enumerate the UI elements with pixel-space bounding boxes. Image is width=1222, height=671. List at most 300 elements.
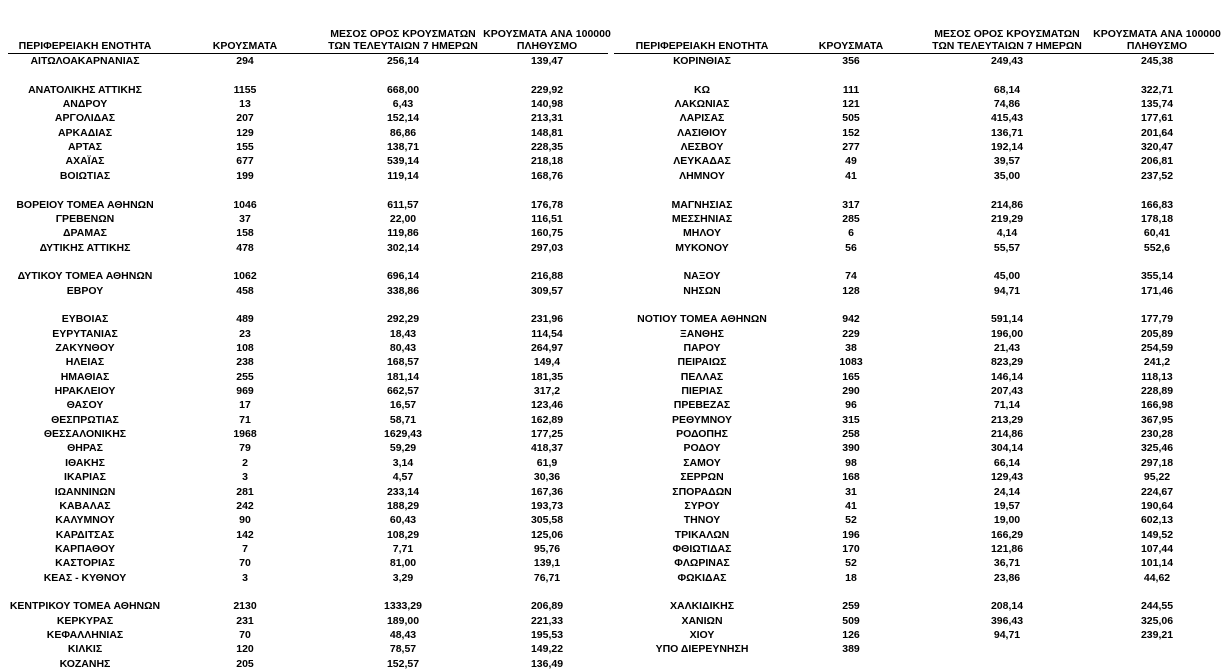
cell-cases: 3 bbox=[242, 471, 248, 484]
table-row bbox=[0, 126, 620, 140]
cell-avg7: 119,14 bbox=[387, 169, 419, 182]
cell-avg7: 207,43 bbox=[990, 385, 1024, 398]
table-row bbox=[612, 614, 1222, 628]
cell-per100k: 231,96 bbox=[530, 313, 564, 326]
header-avg7: ΜΕΣΟΣ ΟΡΟΣ ΚΡΟΥΣΜΑΤΩΝ ΤΩΝ ΤΕΛΕΥΤΑΙΩΝ 7 ΗΜΕΡΩΝ bbox=[932, 28, 1082, 52]
table-row bbox=[612, 470, 1222, 484]
cell-avg7: 396,43 bbox=[990, 614, 1024, 627]
cell-avg7: 146,14 bbox=[990, 370, 1024, 383]
table-row bbox=[612, 212, 1222, 226]
table-row bbox=[612, 140, 1222, 154]
cell-region: ΚΑΡΠΑΘΟΥ bbox=[54, 542, 116, 555]
cell-per100k: 241,2 bbox=[1143, 356, 1171, 369]
cell-cases: 509 bbox=[842, 614, 860, 627]
cell-cases: 242 bbox=[236, 499, 254, 512]
cell-cases: 489 bbox=[236, 313, 254, 326]
cell-avg7: 152,57 bbox=[386, 657, 420, 670]
cell-cases: 142 bbox=[236, 528, 254, 541]
cell-cases: 969 bbox=[236, 385, 254, 398]
table-row bbox=[0, 255, 620, 269]
cell-region: ΞΑΝΘΗΣ bbox=[680, 327, 724, 340]
cell-per100k: 139,47 bbox=[530, 55, 564, 67]
table-row bbox=[0, 212, 620, 226]
table-row bbox=[0, 140, 620, 154]
table-row bbox=[612, 83, 1222, 97]
cell-avg7: 36,71 bbox=[993, 557, 1021, 570]
cell-region: ΙΩΑΝΝΙΝΩΝ bbox=[54, 485, 116, 498]
cell-cases: 108 bbox=[236, 342, 254, 354]
table-row bbox=[0, 198, 620, 212]
cell-cases: 41 bbox=[845, 499, 857, 512]
cell-cases: 207 bbox=[236, 112, 254, 125]
cell-cases: 196 bbox=[842, 528, 860, 541]
header-cases: ΚΡΟΥΣΜΑΤΑ bbox=[212, 40, 278, 52]
header-cases: ΚΡΟΥΣΜΑΤΑ bbox=[818, 40, 884, 52]
table-row bbox=[0, 413, 620, 427]
cell-per100k: 216,88 bbox=[530, 270, 564, 283]
cell-cases: 229 bbox=[842, 327, 860, 340]
table-row bbox=[0, 183, 620, 197]
cell-cases: 74 bbox=[845, 270, 857, 283]
cell-per100k: 149,52 bbox=[1140, 528, 1174, 541]
table-row bbox=[612, 355, 1222, 369]
cell-avg7: 304,14 bbox=[990, 442, 1024, 455]
cell-per100k: 221,33 bbox=[530, 614, 564, 627]
table-row bbox=[0, 585, 620, 599]
cell-cases: 120 bbox=[236, 643, 254, 656]
header-region: ΠΕΡΙΦΕΡΕΙΑΚΗ ΕΝΟΤΗΤΑ bbox=[18, 40, 152, 52]
cell-region: ΚΟΖΑΝΗΣ bbox=[59, 657, 111, 670]
cell-per100k: 140,98 bbox=[530, 98, 564, 111]
cell-avg7: 168,57 bbox=[386, 356, 420, 369]
table-row bbox=[0, 370, 620, 384]
cell-region: ΥΠΟ ΔΙΕΡΕΥΝΗΣΗ bbox=[655, 643, 749, 656]
cell-per100k: 602,13 bbox=[1140, 514, 1174, 527]
cell-region: ΦΛΩΡΙΝΑΣ bbox=[674, 557, 730, 570]
table-row bbox=[612, 528, 1222, 542]
cell-avg7: 611,57 bbox=[387, 198, 419, 211]
cell-cases: 942 bbox=[842, 313, 860, 326]
cell-per100k: 162,89 bbox=[530, 413, 564, 426]
cell-cases: 168 bbox=[842, 471, 860, 484]
cell-avg7: 94,71 bbox=[993, 629, 1021, 641]
cell-avg7: 189,00 bbox=[386, 614, 420, 627]
cell-cases: 13 bbox=[239, 98, 251, 111]
table-row bbox=[0, 542, 620, 556]
cell-per100k: 149,22 bbox=[530, 643, 564, 656]
table-row bbox=[612, 284, 1222, 298]
cell-cases: 1083 bbox=[839, 356, 863, 369]
cell-avg7: 108,29 bbox=[386, 528, 420, 541]
cell-cases: 390 bbox=[842, 442, 860, 455]
cell-cases: 155 bbox=[236, 141, 254, 154]
cell-region: ΚΑΡΔΙΤΣΑΣ bbox=[55, 528, 115, 541]
cell-region: ΛΗΜΝΟΥ bbox=[679, 169, 725, 182]
cell-avg7: 213,29 bbox=[990, 413, 1024, 426]
cell-cases: 70 bbox=[239, 557, 251, 570]
cell-region: ΠΕΛΛΑΣ bbox=[680, 370, 724, 383]
table-row bbox=[0, 169, 620, 183]
cell-region: ΒΟΙΩΤΙΑΣ bbox=[59, 169, 111, 182]
cell-region: ΜΑΓΝΗΣΙΑΣ bbox=[671, 198, 733, 211]
cell-avg7: 94,71 bbox=[993, 284, 1021, 297]
cell-per100k: 176,78 bbox=[530, 198, 564, 211]
cell-avg7: 214,86 bbox=[990, 198, 1024, 211]
cell-per100k: 264,97 bbox=[530, 342, 564, 354]
table-row bbox=[612, 341, 1222, 355]
cell-cases: 56 bbox=[845, 241, 857, 254]
table-row bbox=[0, 556, 620, 570]
table-row bbox=[0, 571, 620, 585]
cell-region: ΚΕΝΤΡΙΚΟΥ ΤΟΜΕΑ ΑΘΗΝΩΝ bbox=[9, 600, 161, 613]
cell-cases: 41 bbox=[845, 169, 857, 182]
table-row bbox=[612, 183, 1222, 197]
cell-per100k: 114,54 bbox=[531, 327, 563, 340]
cell-per100k: 552,6 bbox=[1143, 241, 1171, 254]
cell-region: ΡΕΘΥΜΝΟΥ bbox=[671, 413, 733, 426]
cell-cases: 458 bbox=[236, 284, 254, 297]
cell-region: ΑΡΓΟΛΙΔΑΣ bbox=[54, 112, 116, 125]
cell-per100k: 224,67 bbox=[1140, 485, 1174, 498]
cell-cases: 258 bbox=[842, 428, 860, 441]
table-row bbox=[612, 226, 1222, 240]
cell-region: ΙΚΑΡΙΑΣ bbox=[64, 471, 106, 484]
cell-avg7: 219,29 bbox=[990, 212, 1024, 225]
cell-per100k: 135,74 bbox=[1140, 98, 1174, 111]
cell-region: ΡΟΔΟΠΗΣ bbox=[676, 428, 728, 441]
cell-per100k: 116,51 bbox=[531, 212, 563, 225]
cell-cases: 677 bbox=[236, 155, 254, 168]
table-row bbox=[612, 571, 1222, 585]
cell-per100k: 305,58 bbox=[530, 514, 564, 527]
cell-per100k: 228,35 bbox=[530, 141, 564, 154]
cell-region: ΠΙΕΡΙΑΣ bbox=[681, 385, 723, 398]
cell-per100k: 139,1 bbox=[533, 557, 561, 570]
cell-per100k: 149,4 bbox=[533, 356, 561, 369]
cell-avg7: 166,29 bbox=[990, 528, 1024, 541]
cell-per100k: 239,21 bbox=[1140, 629, 1174, 641]
cell-avg7: 138,71 bbox=[386, 141, 420, 154]
table-row bbox=[612, 499, 1222, 513]
table-row bbox=[0, 284, 620, 298]
cell-avg7: 302,14 bbox=[386, 241, 420, 254]
cell-per100k: 44,62 bbox=[1143, 571, 1171, 584]
cell-cases: 277 bbox=[842, 141, 860, 154]
cell-cases: 199 bbox=[236, 169, 254, 182]
cell-region: ΘΑΣΟΥ bbox=[66, 399, 104, 412]
cell-region: ΑΝΔΡΟΥ bbox=[62, 98, 108, 111]
cell-region: ΛΕΣΒΟΥ bbox=[680, 141, 724, 154]
cell-cases: 1062 bbox=[233, 270, 257, 283]
cell-avg7: 16,57 bbox=[389, 399, 417, 412]
cell-avg7: 74,86 bbox=[993, 98, 1021, 111]
cell-avg7: 3,29 bbox=[392, 571, 414, 584]
cell-per100k: 166,98 bbox=[1140, 399, 1174, 412]
table-row bbox=[0, 54, 620, 68]
cell-per100k: 317,2 bbox=[533, 385, 561, 398]
cell-region: ΜΕΣΣΗΝΙΑΣ bbox=[671, 212, 733, 225]
cell-per100k: 245,38 bbox=[1140, 55, 1174, 67]
cell-per100k: 195,53 bbox=[530, 629, 564, 641]
cell-region: ΑΧΑΪΑΣ bbox=[65, 155, 105, 168]
table-row bbox=[612, 327, 1222, 341]
cell-per100k: 229,92 bbox=[530, 83, 564, 96]
cell-avg7: 4,14 bbox=[996, 227, 1018, 240]
cell-cases: 90 bbox=[239, 514, 251, 527]
cell-per100k: 166,83 bbox=[1140, 198, 1174, 211]
table-row bbox=[0, 485, 620, 499]
table-row bbox=[0, 83, 620, 97]
cell-region: ΚΑΛΥΜΝΟΥ bbox=[55, 514, 115, 527]
cell-cases: 478 bbox=[236, 241, 254, 254]
cell-per100k: 101,14 bbox=[1140, 557, 1174, 570]
cell-per100k: 244,55 bbox=[1140, 600, 1174, 613]
table-row bbox=[612, 628, 1222, 642]
table-row bbox=[612, 198, 1222, 212]
table-row bbox=[0, 312, 620, 326]
cell-per100k: 367,95 bbox=[1140, 413, 1174, 426]
cell-region: ΝΟΤΙΟΥ ΤΟΜΕΑ ΑΘΗΝΩΝ bbox=[637, 313, 767, 326]
cell-per100k: 177,61 bbox=[1140, 112, 1174, 125]
table-row bbox=[612, 370, 1222, 384]
cell-per100k: 206,89 bbox=[530, 600, 564, 613]
cell-cases: 238 bbox=[236, 356, 254, 369]
cell-avg7: 7,71 bbox=[392, 542, 414, 555]
cell-cases: 129 bbox=[236, 126, 254, 139]
cell-avg7: 80,43 bbox=[389, 342, 417, 354]
cell-cases: 3 bbox=[242, 571, 248, 584]
header-region: ΠΕΡΙΦΕΡΕΙΑΚΗ ΕΝΟΤΗΤΑ bbox=[635, 40, 769, 52]
table-row bbox=[0, 599, 620, 613]
cell-cases: 356 bbox=[842, 55, 860, 67]
cell-cases: 165 bbox=[842, 370, 860, 383]
cell-cases: 37 bbox=[239, 212, 251, 225]
cell-cases: 70 bbox=[239, 629, 251, 641]
table-row bbox=[612, 542, 1222, 556]
table-row bbox=[612, 54, 1222, 68]
cell-avg7: 59,29 bbox=[389, 442, 417, 455]
cell-region: ΕΒΡΟΥ bbox=[66, 284, 104, 297]
table-row bbox=[612, 384, 1222, 398]
cell-per100k: 177,79 bbox=[1140, 313, 1174, 326]
cell-cases: 315 bbox=[842, 413, 860, 426]
cell-avg7: 121,86 bbox=[990, 542, 1024, 555]
table-row bbox=[0, 341, 620, 355]
cell-avg7: 48,43 bbox=[389, 629, 417, 641]
cell-region: ΚΙΛΚΙΣ bbox=[67, 643, 103, 656]
cell-region: ΔΥΤΙΚΗΣ ΑΤΤΙΚΗΣ bbox=[39, 241, 131, 254]
cell-cases: 152 bbox=[842, 126, 860, 139]
cell-cases: 2130 bbox=[233, 600, 257, 613]
cell-avg7: 18,43 bbox=[389, 327, 417, 340]
cell-region: ΝΑΞΟΥ bbox=[683, 270, 721, 283]
table-row bbox=[0, 441, 620, 455]
cell-cases: 18 bbox=[845, 571, 857, 584]
cell-cases: 290 bbox=[842, 385, 860, 398]
cell-avg7: 3,14 bbox=[392, 456, 414, 469]
cell-cases: 6 bbox=[848, 227, 854, 240]
cell-region: ΧΙΟΥ bbox=[689, 629, 715, 641]
cell-region: ΚΩ bbox=[693, 83, 710, 96]
cell-per100k: 193,73 bbox=[530, 499, 564, 512]
table-row bbox=[0, 528, 620, 542]
table-row bbox=[612, 255, 1222, 269]
cell-avg7: 249,43 bbox=[990, 55, 1024, 67]
cell-cases: 294 bbox=[236, 55, 254, 67]
cell-per100k: 30,36 bbox=[533, 471, 561, 484]
cell-per100k: 297,18 bbox=[1140, 456, 1174, 469]
cell-region: ΕΥΒΟΙΑΣ bbox=[61, 313, 109, 326]
table-row bbox=[0, 614, 620, 628]
header-per100k: ΚΡΟΥΣΜΑΤΑ ΑΝΑ 100000 ΠΛΗΘΥΣΜΟ bbox=[483, 28, 611, 52]
cell-avg7: 1333,29 bbox=[384, 600, 422, 613]
cell-per100k: 228,89 bbox=[1140, 385, 1174, 398]
cell-region: ΜΗΛΟΥ bbox=[683, 227, 721, 240]
table-row bbox=[0, 499, 620, 513]
cell-per100k: 95,22 bbox=[1143, 471, 1171, 484]
table-row bbox=[612, 154, 1222, 168]
cell-region: ΗΛΕΙΑΣ bbox=[65, 356, 105, 369]
cell-avg7: 71,14 bbox=[993, 399, 1021, 412]
cell-avg7: 58,71 bbox=[389, 413, 417, 426]
cell-avg7: 181,14 bbox=[386, 370, 420, 383]
cell-avg7: 338,86 bbox=[386, 284, 420, 297]
cell-region: ΓΡΕΒΕΝΩΝ bbox=[55, 212, 115, 225]
cell-per100k: 107,44 bbox=[1140, 542, 1174, 555]
cell-per100k: 160,75 bbox=[530, 227, 564, 240]
cell-region: ΑΙΤΩΛΟΑΚΑΡΝΑΝΙΑΣ bbox=[30, 55, 140, 67]
cell-region: ΑΡΤΑΣ bbox=[67, 141, 103, 154]
table-row bbox=[0, 97, 620, 111]
cell-avg7: 86,86 bbox=[389, 126, 417, 139]
cell-region: ΗΡΑΚΛΕΙΟΥ bbox=[54, 385, 116, 398]
cell-avg7: 129,43 bbox=[990, 471, 1024, 484]
cell-cases: 96 bbox=[845, 399, 857, 412]
table-row bbox=[612, 169, 1222, 183]
table-row bbox=[0, 327, 620, 341]
cell-region: ΧΑΛΚΙΔΙΚΗΣ bbox=[669, 600, 735, 613]
cell-region: ΠΡΕΒΕΖΑΣ bbox=[673, 399, 731, 412]
table-row bbox=[0, 657, 620, 671]
header-avg7: ΜΕΣΟΣ ΟΡΟΣ ΚΡΟΥΣΜΑΤΩΝ ΤΩΝ ΤΕΛΕΥΤΑΙΩΝ 7 ΗΜΕΡΩΝ bbox=[328, 28, 478, 52]
cell-cases: 255 bbox=[236, 370, 254, 383]
table-row bbox=[0, 398, 620, 412]
cell-region: ΛΕΥΚΑΔΑΣ bbox=[673, 155, 731, 168]
cell-per100k: 254,59 bbox=[1140, 342, 1174, 354]
cell-region: ΜΥΚΟΝΟΥ bbox=[675, 241, 729, 254]
cell-region: ΑΡΚΑΔΙΑΣ bbox=[57, 126, 113, 139]
cell-avg7: 21,43 bbox=[993, 342, 1021, 354]
table-row bbox=[612, 427, 1222, 441]
table-row bbox=[0, 470, 620, 484]
cell-region: ΠΑΡΟΥ bbox=[683, 342, 721, 354]
cell-region: ΛΑΡΙΣΑΣ bbox=[679, 112, 725, 125]
cell-per100k: 136,49 bbox=[530, 657, 564, 670]
table-row bbox=[612, 97, 1222, 111]
table-row bbox=[0, 111, 620, 125]
cell-region: ΛΑΚΩΝΙΑΣ bbox=[674, 98, 730, 111]
cell-cases: 98 bbox=[845, 456, 857, 469]
cell-region: ΘΕΣΠΡΩΤΙΑΣ bbox=[51, 413, 119, 426]
cell-region: ΡΟΔΟΥ bbox=[683, 442, 721, 455]
cell-per100k: 325,06 bbox=[1140, 614, 1174, 627]
table-row bbox=[612, 585, 1222, 599]
cell-per100k: 237,52 bbox=[1140, 169, 1174, 182]
cell-avg7: 823,29 bbox=[990, 356, 1024, 369]
cell-region: ΠΕΙΡΑΙΩΣ bbox=[677, 356, 727, 369]
cell-per100k: 95,76 bbox=[533, 542, 561, 555]
cell-region: ΣΥΡΟΥ bbox=[684, 499, 720, 512]
cell-avg7: 1629,43 bbox=[384, 428, 422, 441]
cell-cases: 111 bbox=[842, 83, 860, 96]
cell-region: ΧΑΝΙΩΝ bbox=[681, 614, 723, 627]
cell-per100k: 213,31 bbox=[530, 112, 564, 125]
cell-per100k: 60,41 bbox=[1143, 227, 1171, 240]
cell-region: ΚΕΑΣ - ΚΥΘΝΟΥ bbox=[43, 571, 127, 584]
cell-avg7: 19,57 bbox=[993, 499, 1021, 512]
cell-region: ΔΡΑΜΑΣ bbox=[63, 227, 107, 240]
cell-cases: 79 bbox=[239, 442, 251, 455]
cell-per100k: 322,71 bbox=[1140, 83, 1174, 96]
cell-cases: 1968 bbox=[233, 428, 257, 441]
table-row bbox=[0, 241, 620, 255]
cell-avg7: 19,00 bbox=[993, 514, 1021, 527]
cell-per100k: 320,47 bbox=[1140, 141, 1174, 154]
cell-region: ΘΕΣΣΑΛΟΝΙΚΗΣ bbox=[43, 428, 127, 441]
cell-cases: 128 bbox=[842, 284, 860, 297]
cell-cases: 31 bbox=[845, 485, 857, 498]
cell-region: ΑΝΑΤΟΛΙΚΗΣ ΑΤΤΙΚΗΣ bbox=[28, 83, 142, 96]
cell-per100k: 178,18 bbox=[1140, 212, 1174, 225]
cell-cases: 126 bbox=[842, 629, 860, 641]
table-row bbox=[0, 68, 620, 82]
cell-cases: 389 bbox=[842, 643, 860, 656]
cell-per100k: 325,46 bbox=[1140, 442, 1174, 455]
table-row bbox=[612, 312, 1222, 326]
cell-avg7: 192,14 bbox=[990, 141, 1024, 154]
cell-avg7: 136,71 bbox=[990, 126, 1024, 139]
cell-avg7: 152,14 bbox=[386, 112, 420, 125]
cell-per100k: 148,81 bbox=[530, 126, 564, 139]
table-row bbox=[612, 485, 1222, 499]
cell-per100k: 171,46 bbox=[1140, 284, 1174, 297]
cell-cases: 317 bbox=[842, 198, 860, 211]
table-row bbox=[612, 642, 1222, 656]
cell-avg7: 233,14 bbox=[386, 485, 420, 498]
table-row bbox=[0, 269, 620, 283]
cell-avg7: 292,29 bbox=[386, 313, 420, 326]
cell-avg7: 35,00 bbox=[993, 169, 1021, 182]
cell-avg7: 119,86 bbox=[387, 227, 419, 240]
cell-cases: 52 bbox=[845, 514, 857, 527]
cell-region: ΝΗΣΩΝ bbox=[683, 284, 721, 297]
table-row bbox=[612, 413, 1222, 427]
cell-region: ΦΘΙΩΤΙΔΑΣ bbox=[672, 542, 732, 555]
cell-per100k: 125,06 bbox=[530, 528, 564, 541]
cell-per100k: 168,76 bbox=[530, 169, 564, 182]
cell-region: ΗΜΑΘΙΑΣ bbox=[60, 370, 110, 383]
cell-per100k: 355,14 bbox=[1140, 270, 1174, 283]
cell-cases: 49 bbox=[845, 155, 857, 168]
cell-per100k: 61,9 bbox=[536, 456, 558, 469]
cell-per100k: 76,71 bbox=[533, 571, 561, 584]
cell-cases: 205 bbox=[236, 657, 254, 670]
cell-region: ΖΑΚΥΝΘΟΥ bbox=[55, 342, 115, 354]
cell-avg7: 668,00 bbox=[386, 83, 420, 96]
cell-region: ΤΡΙΚΑΛΩΝ bbox=[674, 528, 730, 541]
cell-per100k: 118,13 bbox=[1141, 370, 1173, 383]
table-row bbox=[612, 68, 1222, 82]
